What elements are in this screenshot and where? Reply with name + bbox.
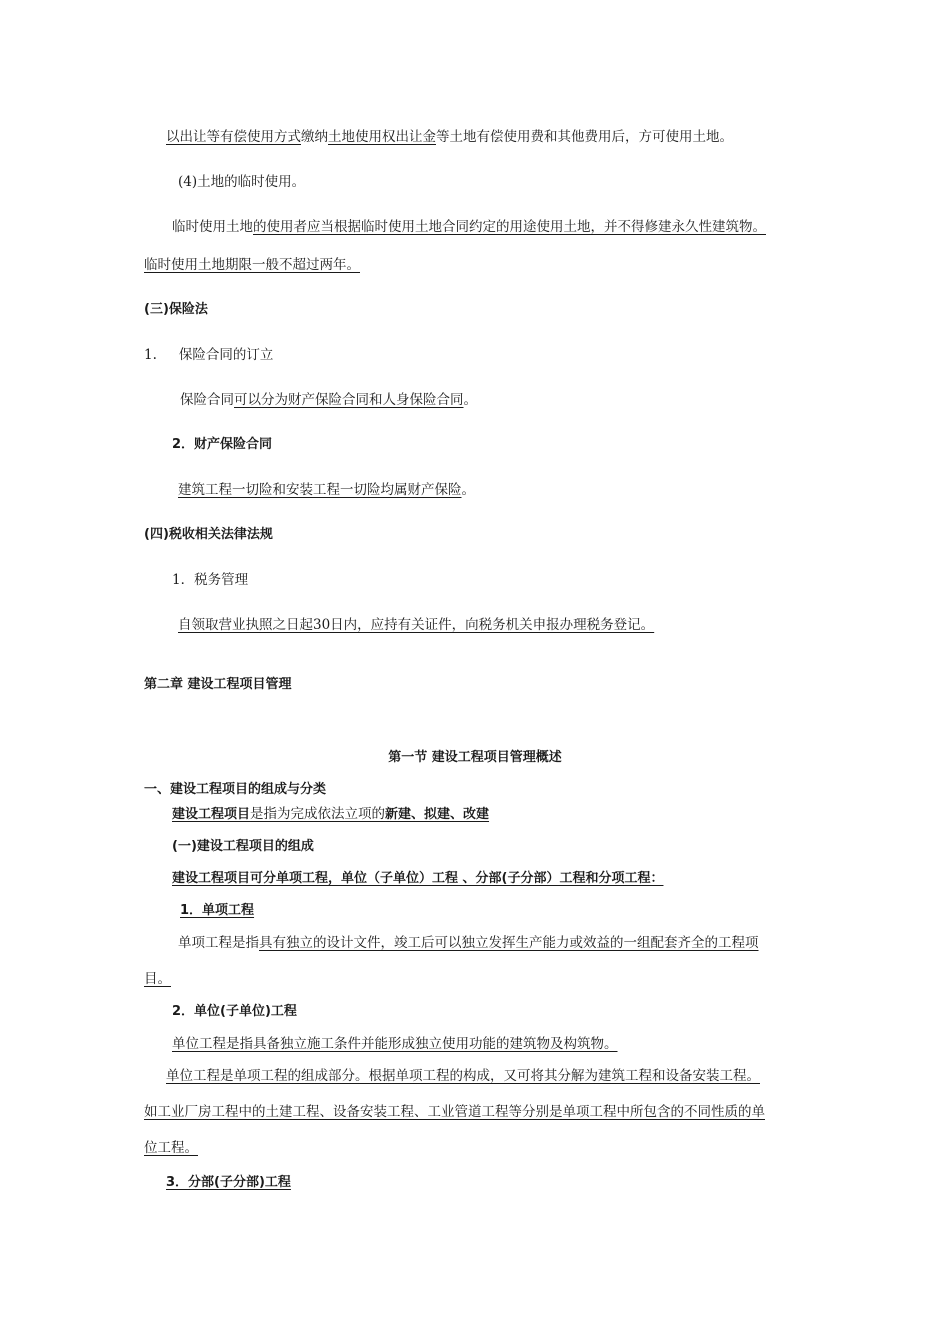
paragraph-insurance-types [180, 391, 477, 409]
text-segment: 新建、拟建、改建 [385, 807, 490, 822]
paragraph-unit-project-def: 单位工程是指具备独立施工条件并能形成独立使用功能的建筑物及构筑物。 [172, 1036, 618, 1052]
heading-tax-law: (四)税收相关法律法规 [144, 527, 273, 542]
paragraph-single-project [178, 934, 759, 952]
item-temporary-land-use: (4)土地的临时使用。 [178, 174, 306, 190]
paragraph-tax-registration: 自领取营业执照之日起30日内，应持有关证件，向税务机关申报办理税务登记。 [178, 617, 655, 633]
heading-property-insurance: 2．财产保险合同 [172, 437, 273, 452]
paragraph-temporary-land-period: 临时使用土地期限一般不超过两年。 [144, 257, 360, 273]
paragraph-unit-project-part: 单位工程是单项工程的组成部分。根据单项工程的构成，又可将其分解为建筑工程和设备安装工程。 [166, 1068, 760, 1084]
text-segment: 缴纳 [301, 129, 328, 145]
text-segment: 可以分为财产保险合同和人身保险合同 [234, 392, 464, 408]
text-segment: 单项工程是指 [178, 935, 259, 951]
heading-project-composition: 一、建设工程项目的组成与分类 [144, 782, 327, 797]
text-segment: 是指为完成依法立项的 [250, 806, 386, 822]
text-segment: 。 [463, 392, 477, 408]
text-segment: 建设工程项目 [172, 807, 251, 822]
paragraph-project-definition [172, 805, 489, 824]
text-segment: 保险合同 [180, 392, 234, 408]
paragraph-land-paid-use [166, 128, 733, 146]
chapter-title: 第二章 建设工程项目管理 [144, 677, 292, 692]
paragraph-single-project-cont: 目。 [144, 971, 171, 987]
heading-division-project: 3．分部(子分部)工程 [166, 1175, 291, 1190]
paragraph-unit-project-example-cont: 位工程。 [144, 1140, 198, 1156]
text-segment: 的使用者应当根据临时使用土地合同约定的用途使用土地，并不得修建永久性建筑物。 [253, 219, 766, 235]
paragraph-project-division: 建设工程项目可分单项工程，单位（子单位）工程 、分部(子分部）工程和分项工程： [172, 871, 664, 886]
section-title: 第一节 建设工程项目管理概述 [388, 750, 562, 765]
item-number: 1. [144, 347, 157, 363]
heading-single-project: 1．单项工程 [180, 903, 255, 918]
text-segment: 具有独立的设计文件，竣工后可以独立发挥生产能力或效益的一组配套齐全的工程项 [259, 935, 759, 951]
text-segment: 土地使用权出让金 [328, 129, 436, 145]
paragraph-construction-insurance [178, 481, 475, 499]
paragraph-unit-project-example: 如工业厂房工程中的土建工程、设备安装工程、工业管道工程等分别是单项工程中所包含的不同性质的单 [144, 1104, 765, 1120]
item-insurance-contract [144, 346, 273, 364]
text-segment: 临时使用土地 [172, 219, 253, 235]
heading-insurance-law: (三)保险法 [144, 302, 208, 317]
heading-unit-project: 2．单位(子单位)工程 [172, 1004, 297, 1019]
text-segment: 建筑工程一切险和安装工程一切险均属财产保险 [178, 482, 462, 498]
item-text: 保险合同的订立 [178, 347, 274, 363]
paragraph-temporary-land [172, 218, 766, 236]
heading-project-parts: (一)建设工程项目的组成 [172, 839, 314, 854]
text-segment: 等土地有偿使用费和其他费用后，方可使用土地。 [436, 129, 733, 145]
text-segment: 以出让等有偿使用方式 [166, 129, 301, 145]
text-segment: 。 [461, 482, 475, 498]
item-tax-management: 1．税务管理 [172, 572, 249, 588]
